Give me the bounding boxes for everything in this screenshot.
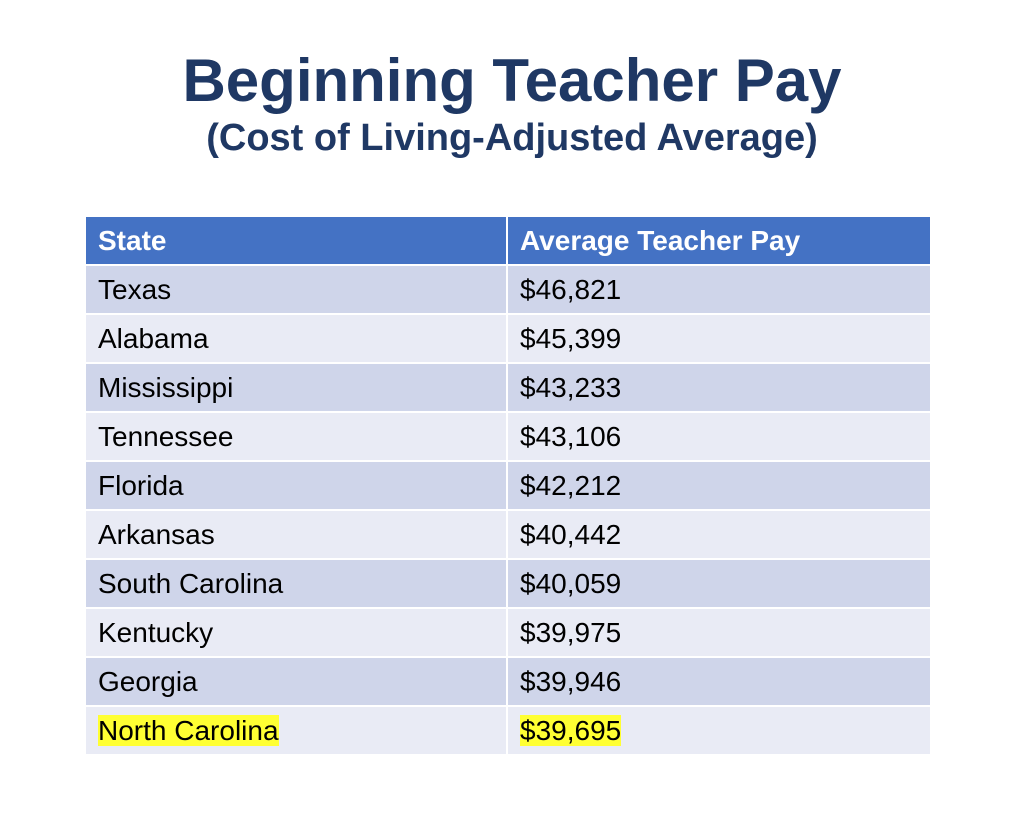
pay-value: $40,442 [520,518,622,550]
state-cell [85,608,507,657]
pay-cell [507,461,931,510]
state-cell [85,657,507,706]
pay-value: $46,821 [520,273,622,305]
pay-value: $39,975 [520,616,622,648]
table-row [85,510,931,559]
state-cell [85,461,507,510]
pay-value: $45,399 [520,322,622,354]
table-row-highlighted [85,706,931,755]
pay-cell [507,559,931,608]
pay-cell [507,706,931,755]
state-cell [85,510,507,559]
state-cell [85,265,507,314]
pay-cell [507,412,931,461]
table-row [85,412,931,461]
highlighted-pay-value: $39,695 [520,714,622,746]
state-cell [85,363,507,412]
table-row [85,559,931,608]
state-cell [85,706,507,755]
table-row [85,608,931,657]
state-cell [85,559,507,608]
state-name: Arkansas [98,518,215,550]
page-subtitle: (Cost of Living-Adjusted Average) [206,117,818,159]
state-name: Mississippi [98,371,234,403]
state-name: South Carolina [98,567,284,599]
state-name: Texas [98,273,172,305]
state-name: Florida [98,469,184,501]
teacher-pay-table [84,215,932,756]
table-row [85,363,931,412]
page-title: Beginning Teacher Pay [182,47,842,114]
state-name: Kentucky [98,616,214,648]
pay-cell [507,510,931,559]
state-name: Georgia [98,665,198,697]
table-header-row [85,216,931,265]
table-row [85,265,931,314]
pay-value: $43,233 [520,371,622,403]
pay-cell [507,363,931,412]
pay-value: $42,212 [520,469,622,501]
column-header-state: State [85,216,507,265]
column-header-pay: Average Teacher Pay [507,216,931,265]
table-row [85,461,931,510]
state-name: Tennessee [98,420,234,452]
pay-value: $40,059 [520,567,622,599]
pay-cell [507,608,931,657]
pay-cell [507,265,931,314]
state-name: Alabama [98,322,209,354]
highlighted-state-name: North Carolina [98,714,279,746]
pay-value: $43,106 [520,420,622,452]
state-cell [85,412,507,461]
pay-cell [507,657,931,706]
pay-cell [507,314,931,363]
table-row [85,314,931,363]
pay-value: $39,946 [520,665,622,697]
state-cell [85,314,507,363]
table-row [85,657,931,706]
